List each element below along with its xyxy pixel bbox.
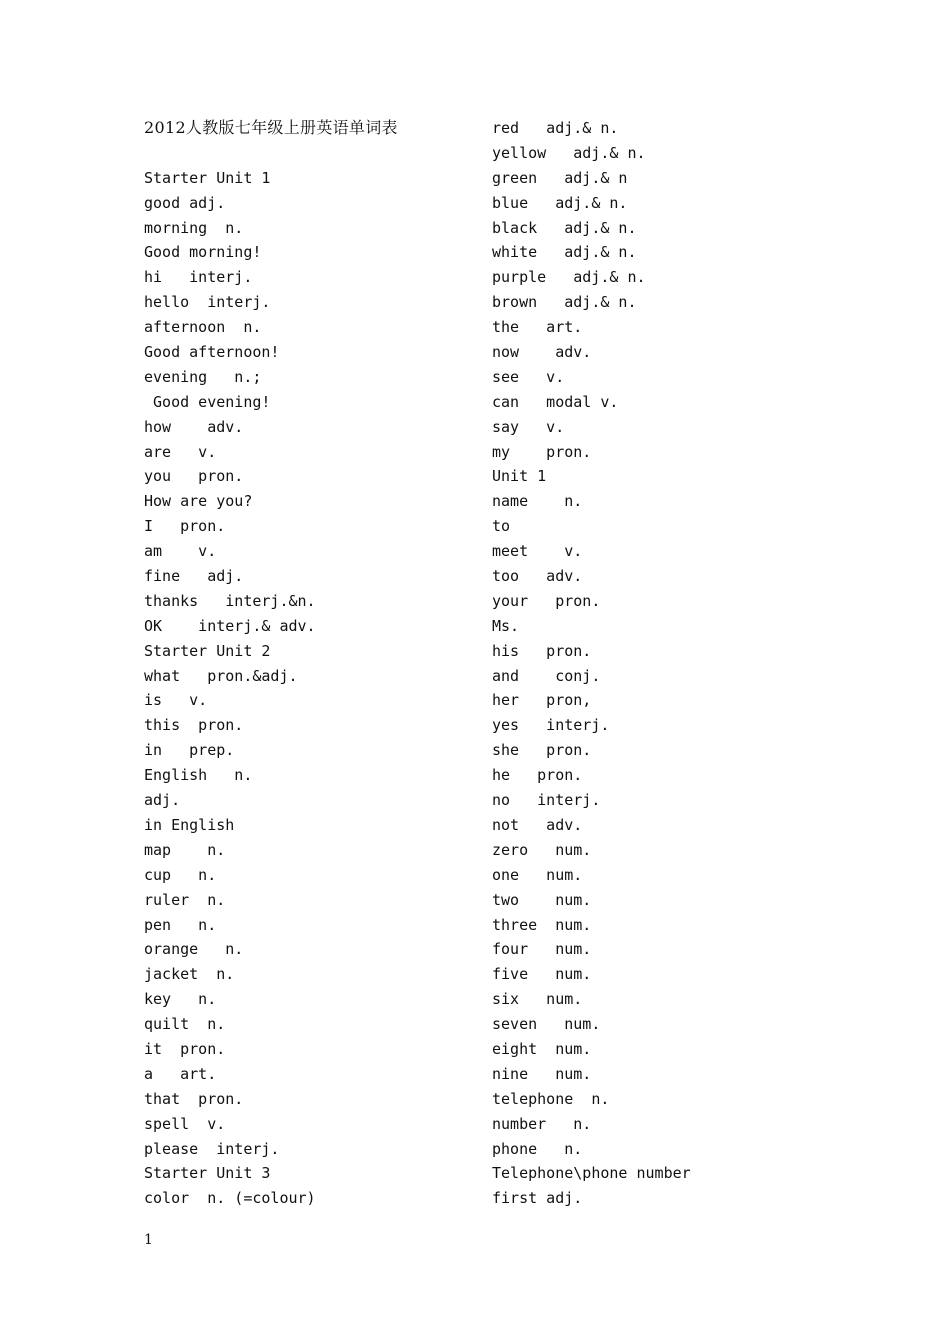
- blank-line: [144, 141, 474, 166]
- vocab-line: to: [492, 517, 511, 536]
- right-column: [492, 116, 892, 1211]
- vocab-line: morning n.: [144, 218, 244, 237]
- vocab-line: Starter Unit 3: [144, 1164, 271, 1183]
- vocab-line: red adj.& n.: [492, 119, 619, 137]
- left-column: [144, 116, 474, 1211]
- vocab-line: white adj.& n.: [492, 243, 637, 262]
- vocab-line: key n.: [144, 990, 217, 1009]
- vocab-line: she pron.: [492, 741, 592, 760]
- vocab-line: Ms.: [492, 616, 520, 635]
- vocab-line: the art.: [492, 318, 583, 337]
- vocab-line: nine num.: [492, 1064, 592, 1083]
- vocab-line: now adv.: [492, 343, 592, 362]
- vocab-line: Starter Unit 1: [144, 168, 271, 187]
- vocab-line: Telephone\phone number: [492, 1164, 691, 1183]
- vocab-line: he pron.: [492, 766, 583, 785]
- vocab-line: Starter Unit 2: [144, 641, 271, 660]
- vocab-line: say v.: [492, 417, 565, 436]
- vocab-line: color n. (=colour): [144, 1189, 316, 1208]
- vocab-line: two num.: [492, 890, 592, 909]
- vocab-line: eight num.: [492, 1039, 592, 1058]
- vocab-line: brown adj.& n.: [492, 293, 637, 312]
- vocab-line: green adj.& n: [492, 168, 628, 187]
- page-number: 1: [144, 1232, 153, 1248]
- vocab-line: black adj.& n.: [492, 218, 637, 237]
- vocab-line: thanks interj.&n.: [144, 591, 316, 610]
- vocab-line: in prep.: [144, 741, 235, 760]
- vocab-line: seven num.: [492, 1015, 601, 1034]
- vocab-line: five num.: [492, 965, 592, 984]
- vocab-line: cup n.: [144, 865, 217, 884]
- vocab-line: no interj.: [492, 791, 601, 810]
- vocab-line: jacket n.: [144, 965, 235, 984]
- vocab-line: Good evening!: [144, 392, 271, 411]
- vocab-line: orange n.: [144, 940, 244, 959]
- vocab-line: zero num.: [492, 840, 592, 859]
- vocab-line: number n.: [492, 1114, 592, 1133]
- vocab-line: ruler n.: [144, 890, 226, 909]
- vocab-line: evening n.;: [144, 367, 262, 386]
- vocab-line: afternoon n.: [144, 318, 262, 337]
- vocab-line: a art.: [144, 1064, 217, 1083]
- vocab-line: what pron.&adj.: [144, 666, 298, 685]
- vocab-line: you pron.: [144, 467, 244, 486]
- vocab-line: good adj.: [144, 193, 226, 212]
- vocab-line: see v.: [492, 367, 565, 386]
- vocab-line: in English: [144, 815, 235, 834]
- vocab-line: my pron.: [492, 442, 592, 461]
- vocab-line: her pron,: [492, 691, 592, 710]
- vocab-line: spell v.: [144, 1114, 226, 1133]
- vocab-line: purple adj.& n.: [492, 268, 646, 287]
- vocab-line: your pron.: [492, 591, 601, 610]
- vocab-line: yes interj.: [492, 716, 610, 735]
- vocab-line: phone n.: [492, 1139, 583, 1158]
- vocab-line: OK interj.& adv.: [144, 616, 316, 635]
- vocab-line: his pron.: [492, 641, 592, 660]
- vocab-line: yellow adj.& n.: [492, 143, 646, 162]
- vocab-line: How are you?: [144, 492, 253, 511]
- vocab-line: first adj.: [492, 1189, 583, 1208]
- vocab-line: Unit 1: [492, 467, 547, 486]
- vocab-line: three num.: [492, 915, 592, 934]
- vocab-line: are v.: [144, 442, 217, 461]
- vocab-line: I pron.: [144, 517, 226, 536]
- vocab-line: how adv.: [144, 417, 244, 436]
- vocab-line: is v.: [144, 691, 208, 710]
- vocab-line: hi interj.: [144, 268, 253, 287]
- vocab-line: telephone n.: [492, 1089, 610, 1108]
- vocab-line: it pron.: [144, 1039, 226, 1058]
- vocab-line: English n.: [144, 766, 253, 785]
- vocab-line: that pron.: [144, 1089, 244, 1108]
- vocab-line: meet v.: [492, 542, 583, 561]
- vocab-line: can modal v.: [492, 392, 619, 411]
- vocab-line: name n.: [492, 492, 583, 511]
- vocab-line: please interj.: [144, 1139, 280, 1158]
- vocab-line: pen n.: [144, 915, 217, 934]
- vocab-line: too adv.: [492, 567, 583, 586]
- vocab-line: adj.: [144, 791, 181, 810]
- vocab-line: and conj.: [492, 666, 601, 685]
- vocab-line: Good morning!: [144, 243, 262, 262]
- vocab-line: four num.: [492, 940, 592, 959]
- vocab-line: fine adj.: [144, 567, 244, 586]
- vocab-line: one num.: [492, 865, 583, 884]
- vocab-line: this pron.: [144, 716, 244, 735]
- vocab-line: hello interj.: [144, 293, 271, 312]
- vocab-line: not adv.: [492, 815, 583, 834]
- document-title: 2012人教版七年级上册英语单词表: [144, 118, 398, 137]
- vocab-line: map n.: [144, 840, 226, 859]
- vocab-line: quilt n.: [144, 1015, 226, 1034]
- vocab-line: am v.: [144, 542, 217, 561]
- vocab-line: six num.: [492, 990, 583, 1009]
- vocab-line: blue adj.& n.: [492, 193, 628, 212]
- vocab-line: Good afternoon!: [144, 343, 280, 362]
